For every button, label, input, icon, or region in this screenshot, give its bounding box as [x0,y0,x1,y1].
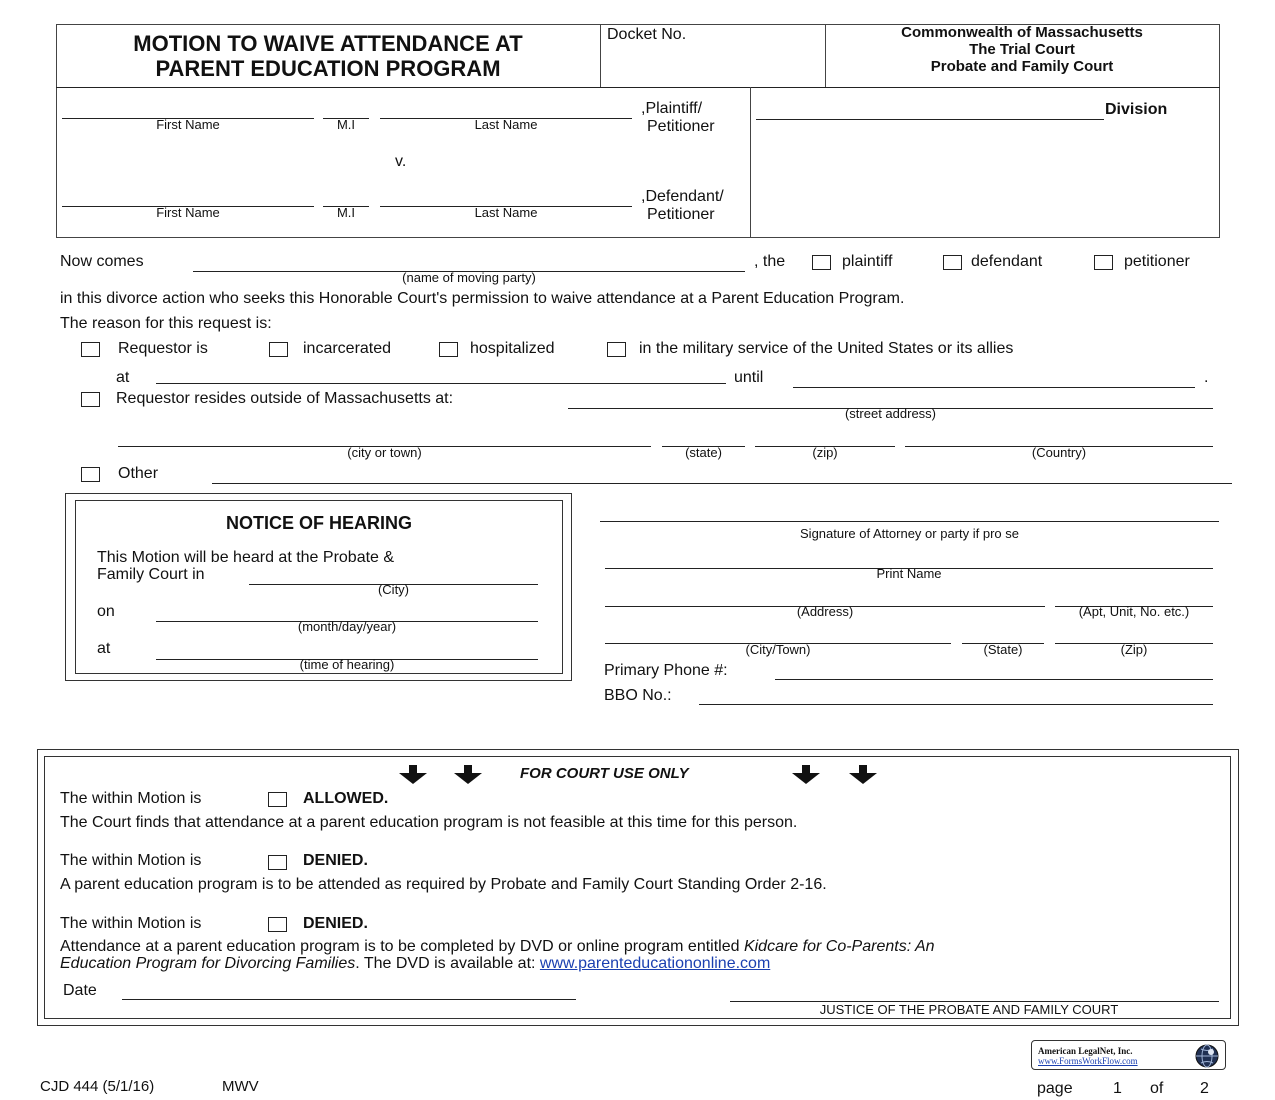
petitioner-checkbox[interactable] [1094,255,1113,270]
allowed-checkbox[interactable] [268,792,287,807]
court-name: Commonwealth of Massachusetts The Trial Court Probate and Family Court [901,24,1143,75]
page-total: 2 [1200,1080,1209,1097]
globe-icon [1193,1043,1221,1069]
at-label: at [116,369,130,386]
legalnet-logo[interactable] [1031,1040,1226,1070]
logo-url: www.FormsWorkFlow.com [1038,1056,1138,1066]
denied2-text: Attendance at a parent education program is to be completed by DVD or online program entitled Kidcare for Co-Parents: An Education Program for Divorcing Families. The DVD is available at: www.parenteducationonline.com [60,938,935,972]
military-checkbox[interactable] [607,342,626,357]
notice-text: This Motion will be heard at the Probate & Family Court in [97,549,395,583]
apt-caption: (Apt, Unit, No. etc.) [1078,604,1190,619]
form-code: MWV [222,1078,259,1095]
defendant-first-name-caption: First Name [156,205,220,220]
plaintiff-first-name-caption: First Name [156,117,220,132]
requestor-is-checkbox[interactable] [81,342,100,357]
notice-on-label: on [97,603,115,620]
until-date-line[interactable] [793,387,1195,388]
division-line[interactable] [756,119,1104,120]
bbo-line[interactable] [699,704,1213,705]
until-label: until [734,369,764,386]
notice-at-label: at [97,640,111,657]
city-town-caption: (City/Town) [745,642,811,657]
court-use-heading: FOR COURT USE ONLY [520,765,689,782]
sig-state-caption: (State) [983,642,1023,657]
denied1-label: DENIED. [303,852,368,869]
denied1-within-label: The within Motion is [60,852,202,869]
page-number: 1 [1113,1080,1122,1097]
justice-caption: JUSTICE OF THE PROBATE AND FAMILY COURT [819,1002,1119,1017]
denied1-text: A parent education program is to be attended as required by Probate and Family Court Standing Order 2-16. [60,876,827,893]
other-label: Other [118,465,159,482]
denied2-checkbox[interactable] [268,917,287,932]
logo-company: American LegalNet, Inc. [1038,1046,1133,1056]
defendant-option-label: defendant [971,253,1043,270]
header-vdivider-1 [600,24,601,87]
other-checkbox[interactable] [81,467,100,482]
zip-caption: (zip) [812,445,838,460]
parent-education-link[interactable]: www.parenteducationonline.com [539,955,771,972]
notice-city-caption: (City) [377,582,410,597]
division-label: Division [1105,101,1168,118]
of-label: of [1150,1080,1164,1097]
notice-title: NOTICE OF HEARING [225,513,412,533]
court-date-line[interactable] [122,999,576,1000]
defendant-checkbox[interactable] [943,255,962,270]
requestor-is-label: Requestor is [118,340,208,357]
moving-party-caption: (name of moving party) [402,270,536,285]
signature-line[interactable] [600,521,1219,522]
versus: v. [395,153,407,170]
form-title: MOTION TO WAIVE ATTENDANCE AT PARENT EDUCATION PROGRAM [133,31,523,81]
plaintiff-last-name-caption: Last Name [474,117,538,132]
denied2-within-label: The within Motion is [60,915,202,932]
denied2-label: DENIED. [303,915,368,932]
resides-outside-checkbox[interactable] [81,392,100,407]
primary-phone-label: Primary Phone #: [604,662,728,679]
print-name-caption: Print Name [876,566,942,581]
denied1-checkbox[interactable] [268,855,287,870]
until-period: . [1204,369,1209,386]
plaintiff-option-label: plaintiff [842,253,893,270]
signature-caption: Signature of Attorney or party if pro se [800,526,1019,541]
country-caption: (Country) [1031,445,1087,460]
bbo-label: BBO No.: [604,687,672,704]
sig-zip-caption: (Zip) [1120,642,1148,657]
allowed-text: The Court finds that attendance at a parent education program is not feasible at this time for this person. [60,814,798,831]
incarcerated-label: incarcerated [303,340,392,357]
street-address-caption: (street address) [844,406,937,421]
motion-sentence: in this divorce action who seeks this Honorable Court's permission to waive attendance at a Parent Education Program. [60,290,905,307]
now-comes-label: Now comes [60,253,144,270]
defendant-label: ,Defendant/ Petitioner [641,188,724,223]
incarcerated-checkbox[interactable] [269,342,288,357]
docket-label: Docket No. [607,26,687,43]
plaintiff-label: ,Plaintiff/ Petitioner [641,100,715,135]
parties-vdivider [750,87,751,238]
allowed-within-label: The within Motion is [60,790,202,807]
form-id: CJD 444 (5/1/16) [40,1078,155,1095]
allowed-label: ALLOWED. [303,790,389,807]
military-label: in the military service of the United States or its allies [639,340,1014,357]
defendant-mi-caption: M.I [336,205,356,220]
petitioner-option-label: petitioner [1124,253,1190,270]
the-label: , the [754,253,786,270]
hospitalized-label: hospitalized [470,340,555,357]
notice-time-caption: (time of hearing) [299,657,395,672]
at-location-line[interactable] [156,383,726,384]
plaintiff-mi-caption: M.I [336,117,356,132]
defendant-last-name-caption: Last Name [474,205,538,220]
plaintiff-checkbox[interactable] [812,255,831,270]
address-caption: (Address) [796,604,854,619]
header-divider [56,87,1220,88]
page-label: page [1037,1080,1073,1097]
notice-date-caption: (month/day/year) [297,619,397,634]
resides-outside-label: Requestor resides outside of Massachusetts at: [116,390,454,407]
primary-phone-line[interactable] [775,679,1213,680]
reason-intro: The reason for this request is: [60,315,272,332]
date-label: Date [63,982,97,999]
other-line[interactable] [212,483,1232,484]
city-caption: (city or town) [347,445,422,460]
hospitalized-checkbox[interactable] [439,342,458,357]
state-caption: (state) [685,445,722,460]
